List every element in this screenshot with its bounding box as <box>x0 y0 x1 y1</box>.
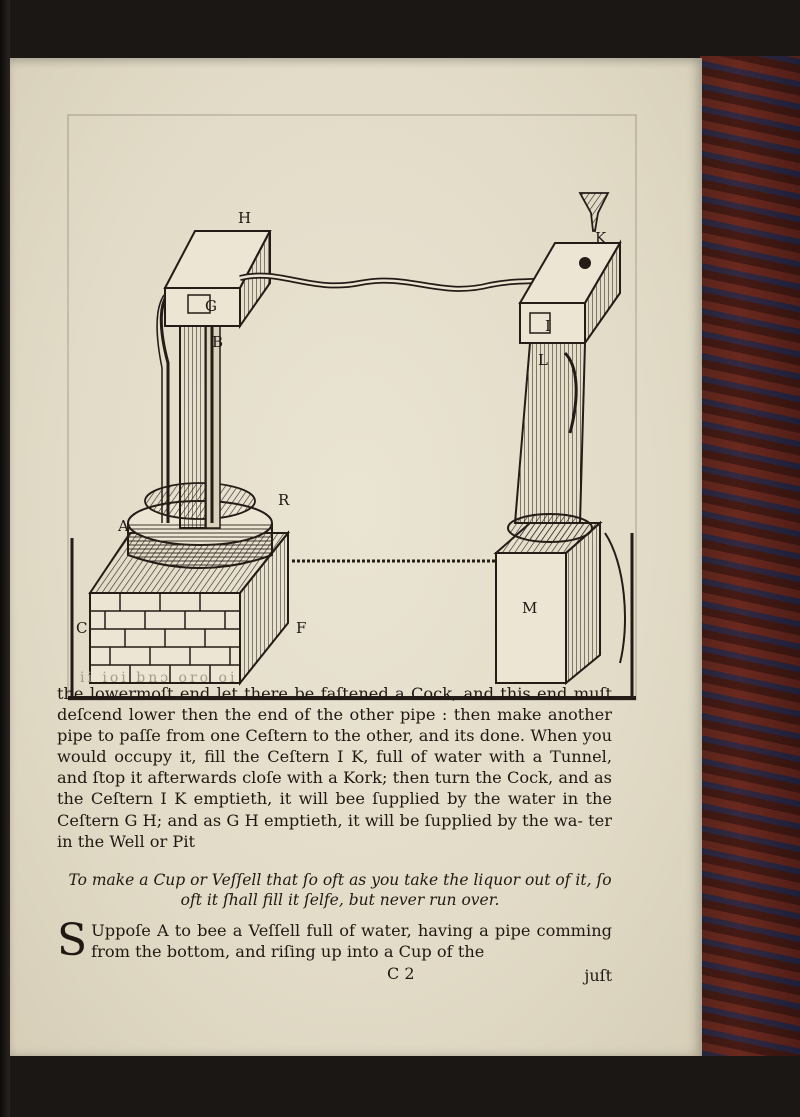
label-k: K <box>595 229 607 247</box>
label-r: R <box>278 491 290 509</box>
right-column <box>508 343 592 542</box>
label-b: B <box>212 333 224 351</box>
page-footer <box>57 964 612 986</box>
book-binding-left <box>0 0 10 1117</box>
paragraph-one <box>57 683 612 852</box>
paragraph-two <box>57 915 612 966</box>
signature-mark: C 2 <box>387 964 415 983</box>
engraving-illustration <box>60 103 645 705</box>
drop-cap: S <box>57 915 88 966</box>
book-page <box>10 58 702 1056</box>
label-a: A <box>118 517 129 535</box>
label-g: G <box>205 297 217 315</box>
label-c: C <box>76 619 88 637</box>
label-l: L <box>538 351 548 369</box>
label-i: I <box>545 317 551 335</box>
paragraph-one-text: the lowermoſt end let there be faſtened a Cock, and this end muſt deſcend lower then the end of the other pipe : then make another pipe to paſſe from one Ceſtern to the other, and its done. When you would occupy it, fill the Ceſtern I K, full of water with a Tunnel, and ſtop it afterwards cloſe with a Kork; then turn the Cock, and as the Ceſtern I K emptieth, it will bee ſupplied by the water in the Ceſtern G H; and as G H emptieth, it will be ſupplied by the wa- ter in the Well or Pit <box>57 684 612 851</box>
cistern-m <box>496 523 625 683</box>
section-heading: To make a Cup or Veſſell that ſo oft as you take the liquor out of it, ſo oft it ſhall fill it ſelfe, but never run over. <box>68 871 612 909</box>
catchword: juſt <box>584 966 612 985</box>
cistern-ik <box>520 243 620 343</box>
funnel <box>580 193 608 231</box>
label-f: F <box>296 619 307 637</box>
label-h: H <box>238 209 252 227</box>
paragraph-two-text: Uppoſe A to bee a Veſſell full of water, having a pipe comming from the bottom, and riſing up into a Cup of the <box>91 921 612 962</box>
bleed-through-text: ii ioi bnɔ oro oi <box>80 670 238 686</box>
book-edge-right <box>700 56 800 1056</box>
label-m: M <box>522 599 538 617</box>
